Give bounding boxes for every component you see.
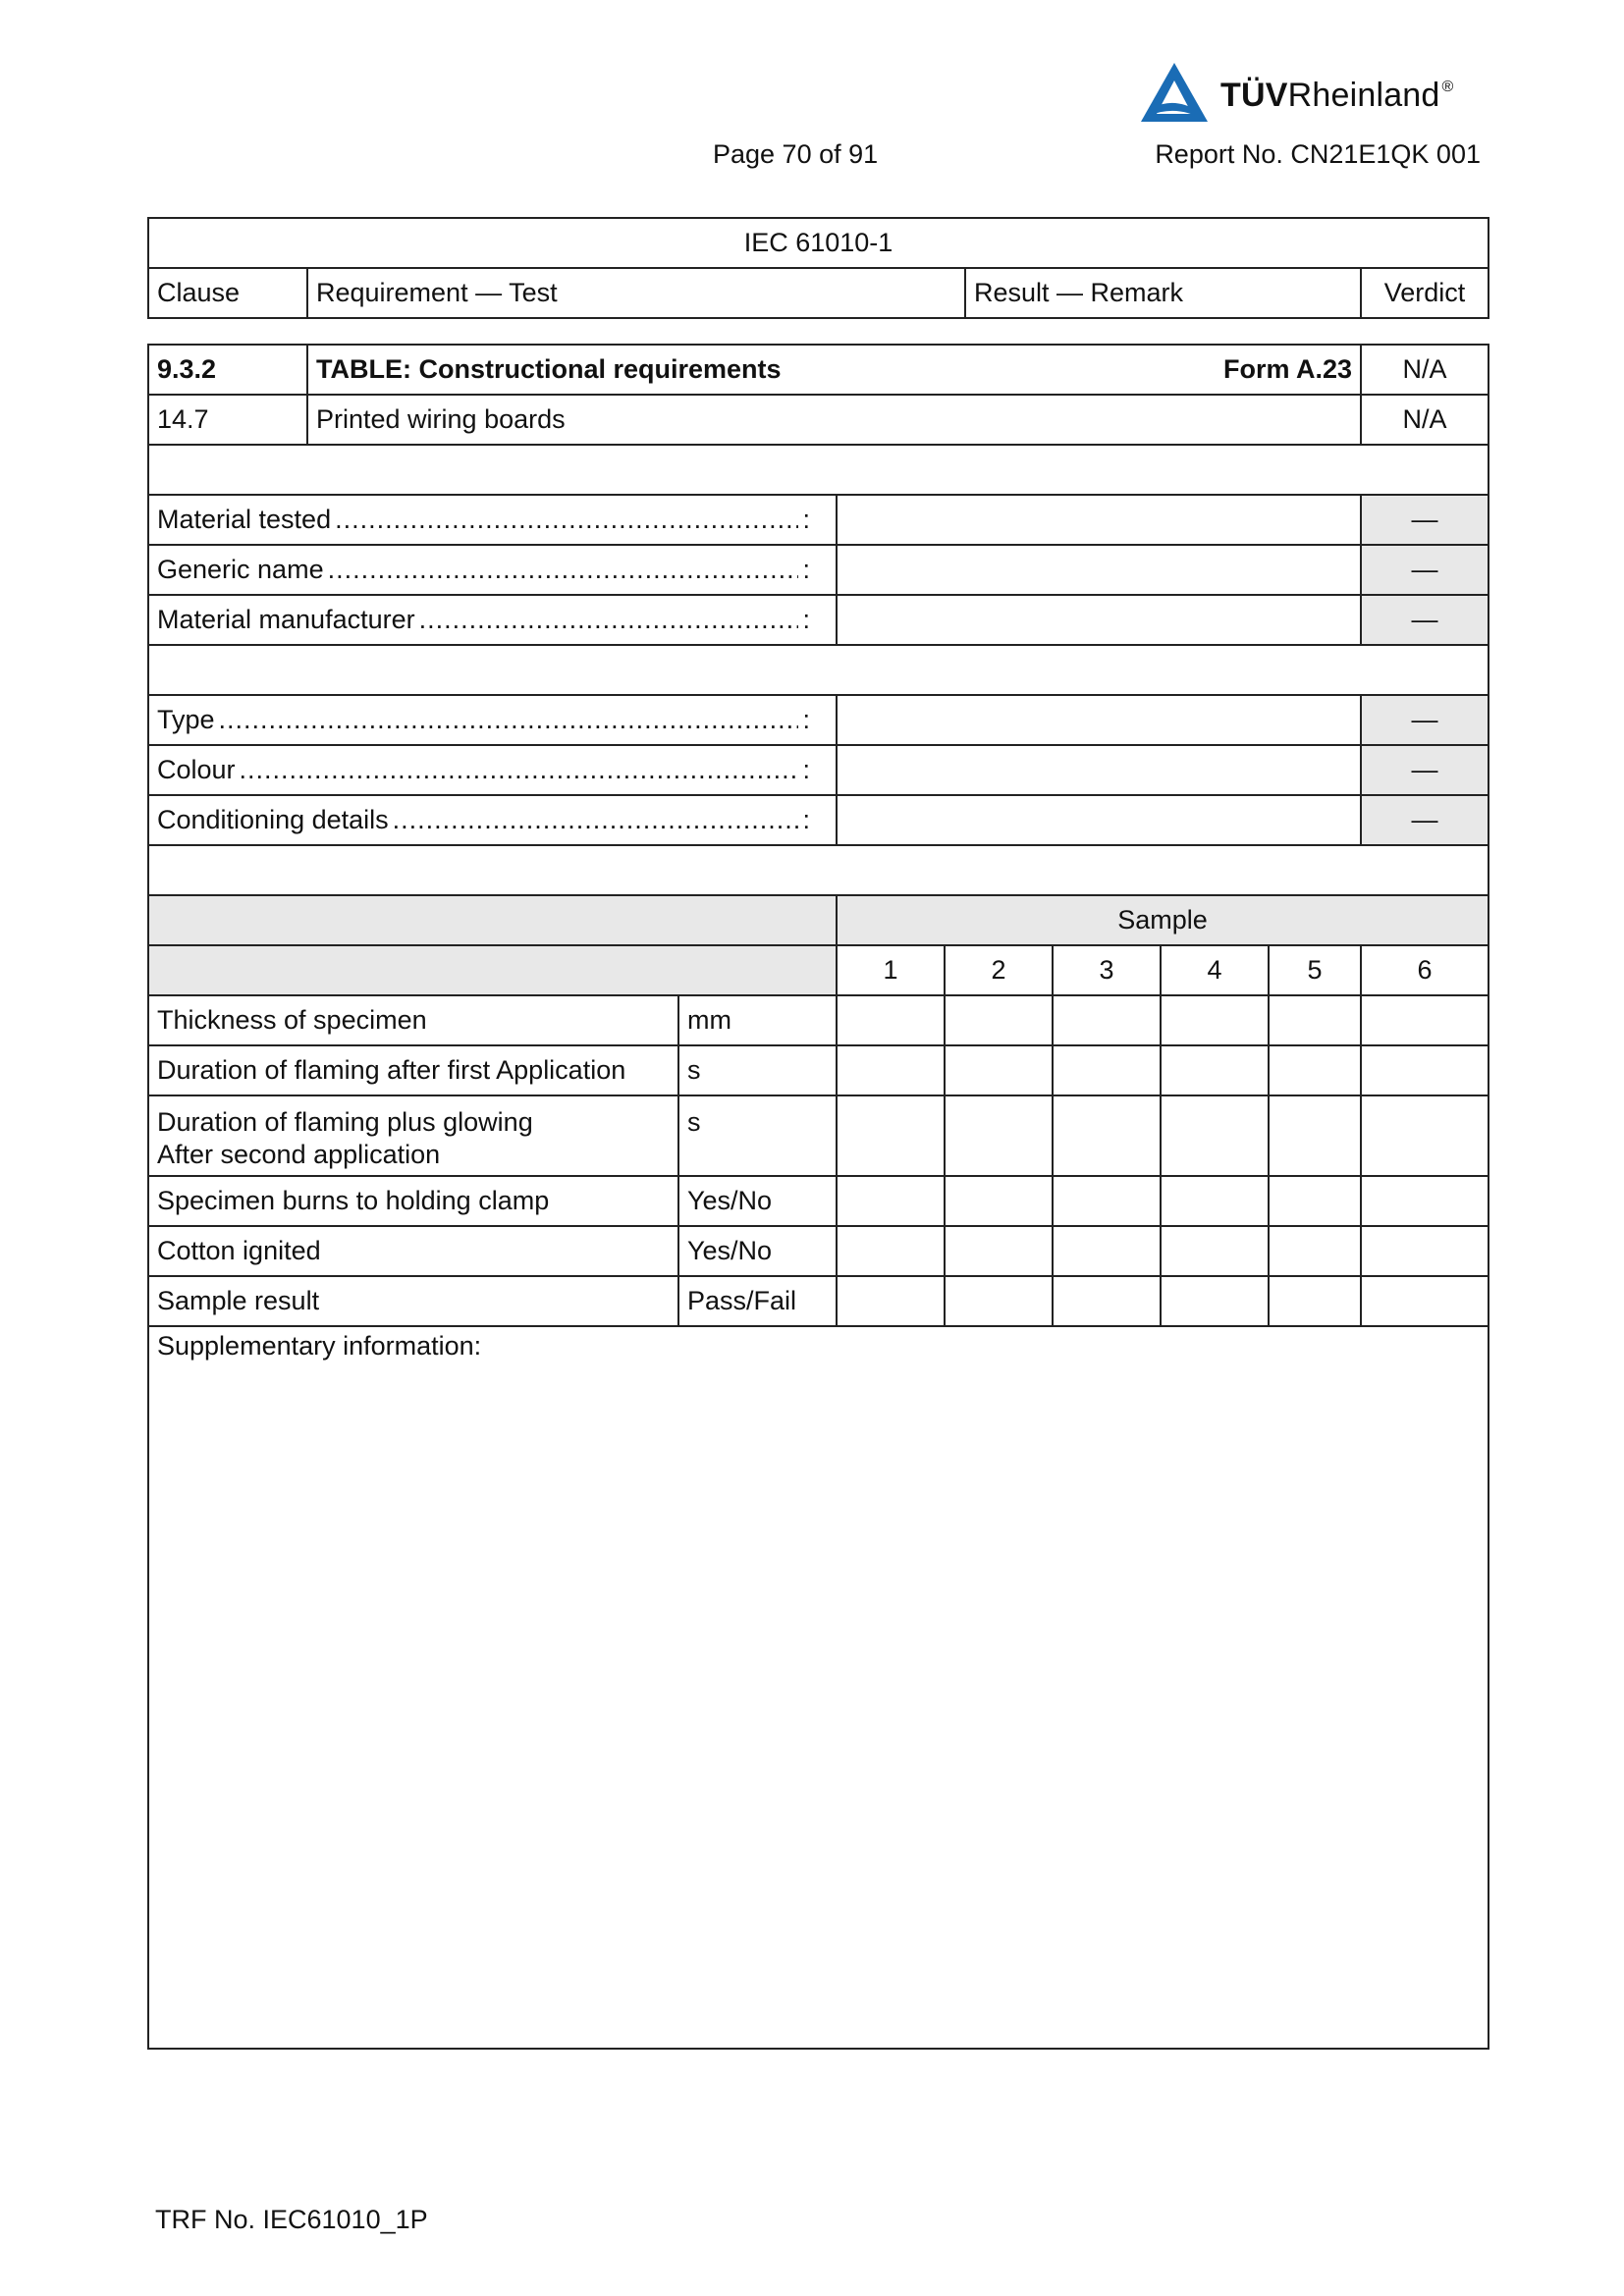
field-value (837, 545, 1361, 595)
sample-number: 6 (1361, 945, 1489, 995)
table-title (307, 345, 1361, 395)
supplementary-label: Supplementary information: (157, 1331, 482, 1361)
sample-cell (1269, 1095, 1361, 1176)
sample-row-unit: s (678, 1045, 837, 1095)
sample-row-label: Thickness of specimen (148, 995, 678, 1045)
sample-row-unit: mm (678, 995, 837, 1045)
sample-cell (837, 1095, 945, 1176)
sample-cell (945, 1095, 1053, 1176)
colour-row: Colour ..... : — (148, 745, 1489, 795)
form-id: Form A.23 (1222, 354, 1353, 384)
sample-cell (837, 1176, 945, 1226)
sample-number: 3 (1053, 945, 1161, 995)
field-verdict: — (1361, 595, 1489, 645)
sample-heading: Sample (837, 895, 1489, 945)
field-value (837, 745, 1361, 795)
sample-row-label: Duration of flaming after first Application (148, 1045, 678, 1095)
sample-cell (1053, 1045, 1161, 1095)
generic-name-row: Generic name ..... : — (148, 545, 1489, 595)
field-value (837, 495, 1361, 545)
sample-cell (1361, 1095, 1489, 1176)
sample-number: 1 (837, 945, 945, 995)
sample-row-unit: Yes/No (678, 1226, 837, 1276)
sample-cell (945, 995, 1053, 1045)
field-label: Generic name (157, 555, 324, 584)
sample-cell (1161, 1226, 1269, 1276)
sample-row-label-line1: Duration of flaming plus glowing (157, 1107, 533, 1137)
standard-title: IEC 61010-1 (148, 218, 1489, 268)
sample-cell (837, 1045, 945, 1095)
sample-cell (1053, 1226, 1161, 1276)
col-result-header: Result — Remark (965, 268, 1361, 318)
sample-row-unit: Yes/No (678, 1176, 837, 1226)
page-number: Page 70 of 91 (713, 139, 879, 169)
sample-row-label (148, 1095, 678, 1176)
sample-number-blank (148, 945, 837, 995)
sample-number: 4 (1161, 945, 1269, 995)
material-manufacturer-row: Material manufacturer ..... : — (148, 595, 1489, 645)
sample-row (148, 995, 1489, 1045)
sample-cell (1269, 995, 1361, 1045)
field-verdict: — (1361, 695, 1489, 745)
table-title-text: TABLE: Constructional requirements (316, 354, 782, 384)
table-clause: 9.3.2 (148, 345, 307, 395)
field-label: Colour (157, 755, 236, 784)
sample-header-blank (148, 895, 837, 945)
field-verdict: — (1361, 745, 1489, 795)
sample-number: 5 (1269, 945, 1361, 995)
sample-cell (1053, 1095, 1161, 1176)
sub-clause-verdict: N/A (1361, 395, 1489, 445)
sample-row (148, 1176, 1489, 1226)
spacer-row (148, 445, 1489, 495)
field-verdict: — (1361, 795, 1489, 845)
table-verdict: N/A (1361, 345, 1489, 395)
sample-cell (945, 1276, 1053, 1326)
logo-wordmark: TÜVRheinland ® (1220, 77, 1454, 114)
report-number: Report No. CN21E1QK 001 (1155, 139, 1481, 169)
sample-cell (945, 1045, 1053, 1095)
spacer-row (148, 645, 1489, 695)
sample-cell (1269, 1226, 1361, 1276)
sample-cell (1053, 1276, 1161, 1326)
field-value (837, 795, 1361, 845)
field-value (837, 695, 1361, 745)
field-label: Type (157, 705, 215, 734)
sample-cell (1361, 1276, 1489, 1326)
sample-cell (837, 1276, 945, 1326)
tuv-triangle-icon (1141, 63, 1208, 122)
field-label: Material manufacturer (157, 605, 415, 634)
conditioning-details-row: Conditioning details ..... : — (148, 795, 1489, 845)
material-tested-row: Material tested ..... : — (148, 495, 1489, 545)
sample-cell (1053, 995, 1161, 1045)
sample-cell (837, 995, 945, 1045)
sample-cell (1269, 1176, 1361, 1226)
col-clause-header: Clause (148, 268, 307, 318)
sample-cell (1269, 1045, 1361, 1095)
sample-row-label: Specimen burns to holding clamp (148, 1176, 678, 1226)
sub-clause-text: Printed wiring boards (307, 395, 1361, 445)
type-row: Type ..... : — (148, 695, 1489, 745)
sample-row (148, 1226, 1489, 1276)
sample-cell (1161, 1276, 1269, 1326)
sample-cell (1161, 1176, 1269, 1226)
sample-row (148, 1095, 1489, 1176)
sample-row (148, 1276, 1489, 1326)
sample-cell (1269, 1276, 1361, 1326)
trf-number: TRF No. IEC61010_1P (155, 2205, 428, 2234)
field-value (837, 595, 1361, 645)
sample-row-label: Cotton ignited (148, 1226, 678, 1276)
sample-cell (1161, 995, 1269, 1045)
sample-row-label: Sample result (148, 1276, 678, 1326)
sample-row-label-line2: After second application (157, 1140, 441, 1169)
sample-cell (1361, 1045, 1489, 1095)
sample-cell (1361, 995, 1489, 1045)
col-verdict-header: Verdict (1361, 268, 1489, 318)
sub-clause-number: 14.7 (148, 395, 307, 445)
supplementary-information (148, 1326, 1489, 2049)
sample-number: 2 (945, 945, 1053, 995)
sample-row-unit: s (678, 1095, 837, 1176)
sample-cell (945, 1176, 1053, 1226)
field-verdict: — (1361, 495, 1489, 545)
sample-row-unit: Pass/Fail (678, 1276, 837, 1326)
sample-cell (1053, 1176, 1161, 1226)
sample-cell (1361, 1226, 1489, 1276)
sample-cell (1361, 1176, 1489, 1226)
sample-cell (1161, 1045, 1269, 1095)
sample-cell (1161, 1095, 1269, 1176)
field-label: Conditioning details (157, 805, 389, 834)
field-label: Material tested (157, 505, 332, 534)
sample-cell (837, 1226, 945, 1276)
constructional-requirements-table (147, 344, 1489, 2050)
sample-cell (945, 1226, 1053, 1276)
col-requirement-header: Requirement — Test (307, 268, 965, 318)
standard-header-table (147, 217, 1489, 319)
sample-row (148, 1045, 1489, 1095)
spacer-row (148, 845, 1489, 895)
field-verdict: — (1361, 545, 1489, 595)
